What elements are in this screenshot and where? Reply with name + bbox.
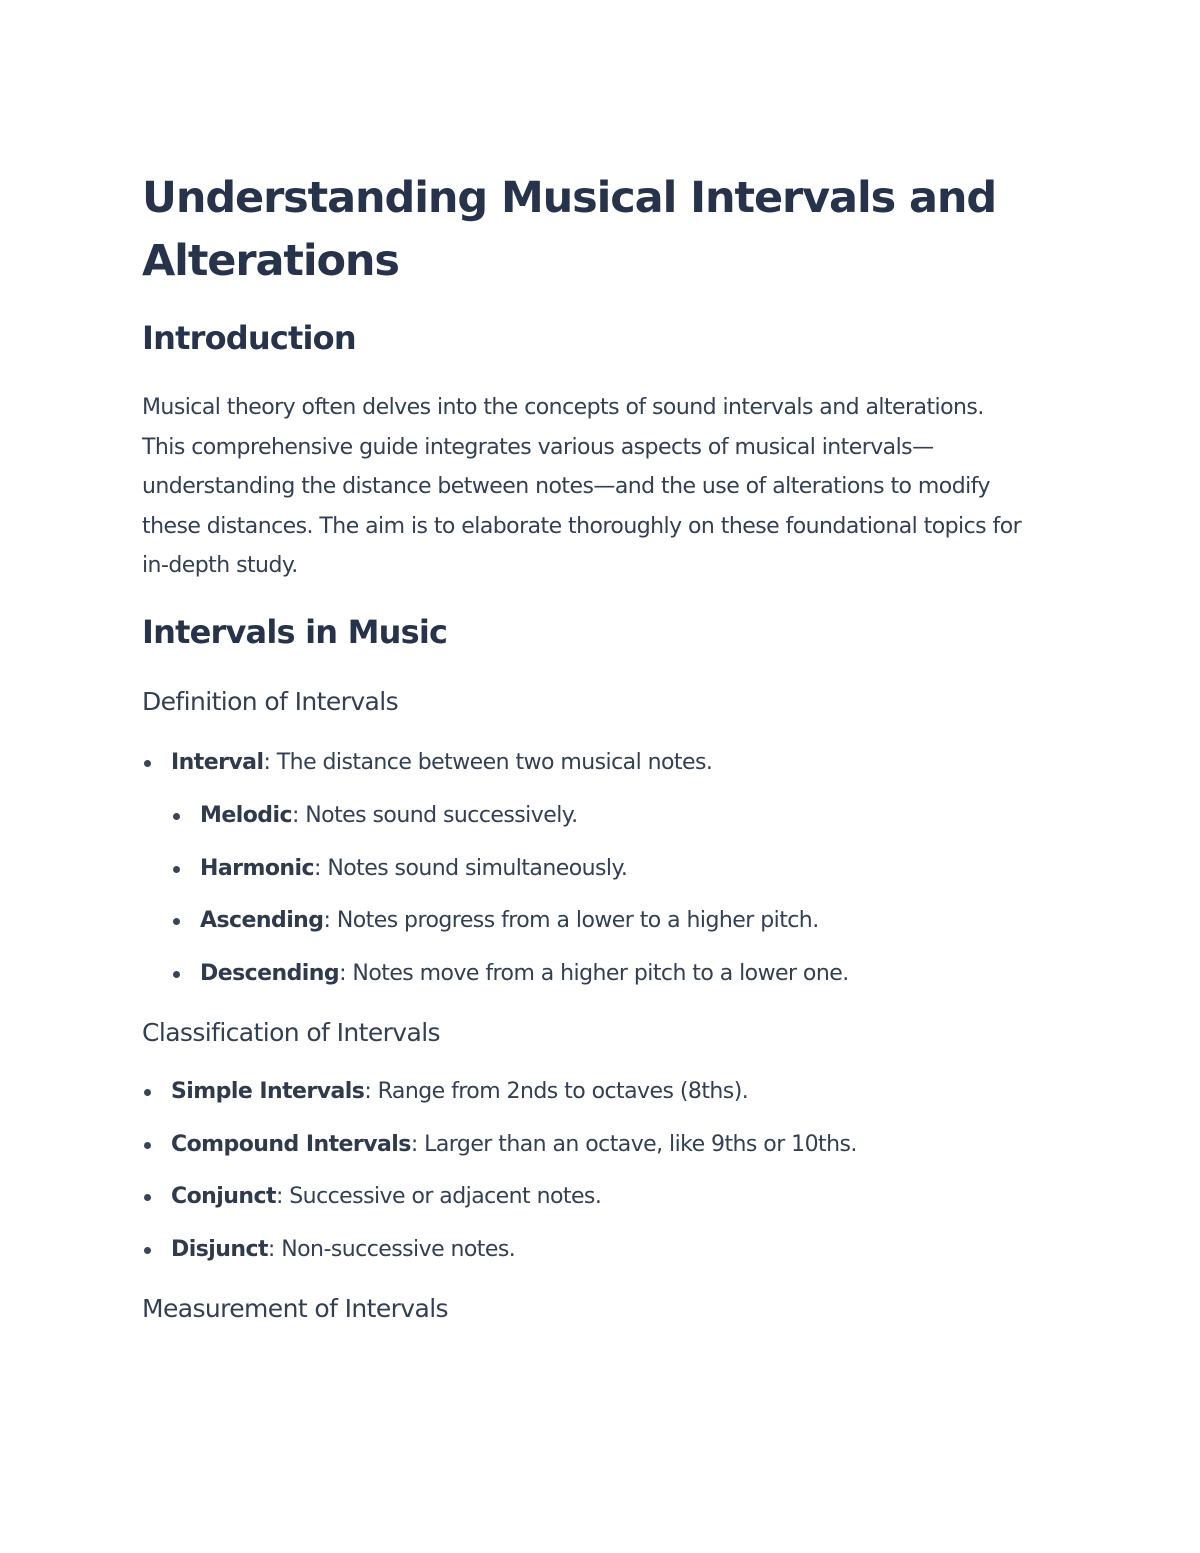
- list-item-term: Interval: [171, 750, 264, 775]
- list-item-text: Larger than an octave, like 9ths or 10ths.: [417, 1132, 857, 1157]
- list-item: [200, 959, 849, 989]
- bullet-icon: [144, 1194, 151, 1201]
- list-item-separator: :: [323, 908, 331, 933]
- list-item-separator: :: [263, 750, 271, 775]
- list-item-term: Melodic: [200, 803, 292, 828]
- list-item-text: Range from 2nds to octaves (8ths).: [371, 1079, 749, 1104]
- list-item-text: Notes sound successively.: [298, 803, 578, 828]
- list-item: [200, 801, 578, 831]
- list-item-term: Compound Intervals: [171, 1132, 411, 1157]
- subheading-definition-of-intervals: Definition of Intervals: [142, 687, 399, 716]
- list-item-text: Notes progress from a lower to a higher pitch.: [330, 908, 819, 933]
- bullet-icon: [144, 1247, 151, 1254]
- list-item-separator: :: [339, 961, 346, 986]
- list-item-text: Notes move from a higher pitch to a lower one.: [345, 961, 849, 986]
- list-item: [171, 1130, 857, 1160]
- bullet-icon: [173, 918, 180, 925]
- document-title: Understanding Musical Intervals and Alterations: [142, 173, 997, 286]
- bullet-icon: [173, 813, 180, 820]
- list-item-text: Successive or adjacent notes.: [282, 1184, 602, 1209]
- list-item-term: Disjunct: [171, 1237, 268, 1262]
- list-item-term: Conjunct: [171, 1184, 276, 1209]
- list-item: [200, 854, 627, 884]
- bullet-icon: [144, 1142, 151, 1149]
- list-item-text: Notes sound simultaneously.: [320, 856, 628, 881]
- bullet-icon: [173, 866, 180, 873]
- list-item-separator: :: [291, 803, 299, 828]
- list-item-separator: :: [275, 1184, 283, 1209]
- bullet-icon: [144, 760, 151, 767]
- list-item-separator: :: [410, 1132, 418, 1157]
- list-item: [171, 1077, 748, 1107]
- list-item-term: Ascending: [200, 908, 324, 933]
- list-item-separator: :: [267, 1237, 275, 1262]
- bullet-icon: [144, 1089, 151, 1096]
- list-item-separator: :: [314, 856, 321, 881]
- list-item: [171, 1235, 515, 1265]
- list-item: [171, 748, 712, 778]
- list-item-text: The distance between two musical notes.: [270, 750, 713, 775]
- section-heading-introduction: Introduction: [142, 319, 356, 357]
- bullet-icon: [173, 971, 180, 978]
- list-item-term: Harmonic: [200, 856, 314, 881]
- subheading-classification-of-intervals: Classification of Intervals: [142, 1018, 440, 1047]
- list-item-term: Descending: [200, 961, 340, 986]
- list-item: [200, 906, 819, 936]
- introduction-paragraph: Musical theory often delves into the concepts of sound intervals and alterations. This comprehensive guide integrates various aspects of musical intervals—understanding the distance between notes—and the use of alterations to modify these distances. The aim is to elaborate thoroughly on these foundational topics for in-depth study.: [142, 395, 1022, 579]
- list-item-text: Non-successive notes.: [274, 1237, 516, 1262]
- section-heading-intervals-in-music: Intervals in Music: [142, 613, 448, 651]
- subheading-measurement-of-intervals: Measurement of Intervals: [142, 1294, 448, 1323]
- list-item-term: Simple Intervals: [171, 1079, 365, 1104]
- list-item-separator: :: [364, 1079, 372, 1104]
- list-item: [171, 1182, 601, 1212]
